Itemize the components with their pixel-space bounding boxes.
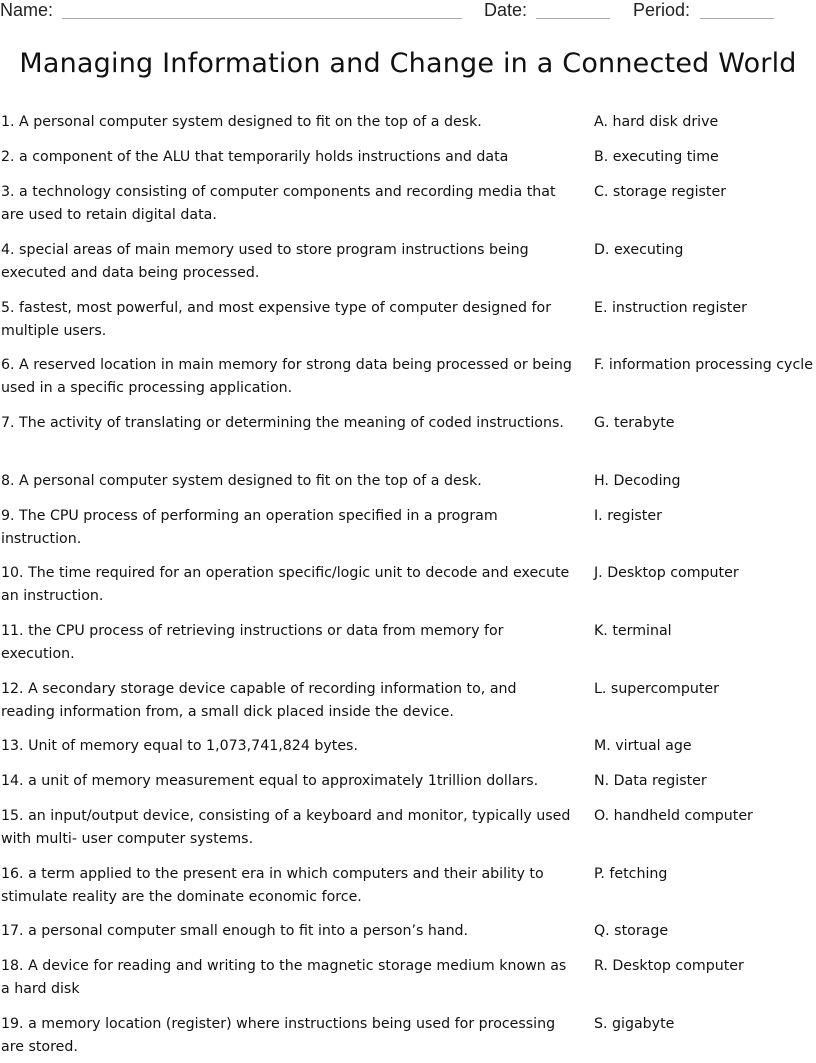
answer-choice: O. handheld computer (594, 808, 753, 824)
question-text: 1. A personal computer system designed to fit on the top of a desk. (1, 114, 482, 130)
question-text: 13. Unit of memory equal to 1,073,741,824 bytes. (1, 738, 358, 754)
name-label: Name: (0, 0, 54, 20)
question-text: 4. special areas of main memory used to store program instructions being executed and data being processed. (1, 242, 529, 281)
question-text: 14. a unit of memory measurement equal to approximately 1trillion dollars. (1, 773, 539, 789)
question-text: 19. a memory location (register) where instructions being used for processing are stored. (1, 1016, 556, 1055)
answer-choice: N. Data register (594, 773, 707, 789)
answer-choice: S. gigabyte (594, 1016, 675, 1032)
matching-row (0, 297, 816, 354)
question-text: 17. a personal computer small enough to fit into a person’s hand. (1, 923, 469, 939)
matching-row (0, 770, 816, 805)
date-field[interactable] (536, 18, 610, 19)
name-field[interactable] (62, 18, 462, 19)
answer-choice: R. Desktop computer (594, 958, 744, 974)
question-text: 15. an input/output device, consisting of a keyboard and monitor, typically used with multi- user computer systems. (1, 808, 571, 847)
answer-choice: F. information processing cycle (594, 357, 813, 373)
date-label: Date: (484, 0, 528, 20)
question-text: 3. a technology consisting of computer components and recording media that are used to retain digital data. (1, 184, 556, 223)
matching-row (0, 955, 816, 1013)
question-text: 7. The activity of translating or determining the meaning of coded instructions. (1, 415, 564, 431)
matching-row (0, 562, 816, 620)
answer-choice: G. terabyte (594, 415, 675, 431)
matching-row (0, 239, 816, 297)
question-text: 16. a term applied to the present era in which computers and their ability to stimulate reality are the dominate economic force. (1, 866, 544, 905)
answer-choice: Q. storage (594, 923, 669, 939)
matching-row (0, 735, 816, 770)
matching-row (0, 863, 816, 920)
question-text: 8. A personal computer system designed to fit on the top of a desk. (1, 473, 482, 489)
question-text: 18. A device for reading and writing to the magnetic storage medium known as a hard disk (1, 958, 567, 997)
period-label: Period: (633, 0, 691, 20)
matching-row (0, 412, 816, 470)
question-text: 10. The time required for an operation specific/logic unit to decode and execute an instruction. (1, 565, 570, 604)
answer-choice: M. virtual age (594, 738, 692, 754)
question-text: 12. A secondary storage device capable of recording information to, and reading information from, a small dick placed inside the device. (1, 681, 517, 720)
period-field[interactable] (700, 18, 774, 19)
matching-row (0, 470, 816, 505)
answer-choice: K. terminal (594, 623, 672, 639)
question-text: 9. The CPU process of performing an operation specified in a program instruction. (1, 508, 498, 547)
matching-row (0, 354, 816, 412)
matching-row (0, 146, 816, 181)
matching-row (0, 505, 816, 562)
answer-choice: B. executing time (594, 149, 719, 165)
answer-choice: C. storage register (594, 184, 727, 200)
matching-row (0, 678, 816, 735)
matching-row (0, 181, 816, 239)
worksheet-title: Managing Information and Change in a Connected World (19, 48, 797, 79)
matching-row (0, 805, 816, 863)
answer-choice: I. register (594, 508, 662, 524)
matching-row (0, 920, 816, 955)
answer-choice: H. Decoding (594, 473, 681, 489)
answer-choice: E. instruction register (594, 300, 747, 316)
matching-list (0, 111, 816, 1063)
answer-choice: D. executing (594, 242, 684, 258)
answer-choice: A. hard disk drive (594, 114, 719, 130)
worksheet-header (0, 0, 816, 22)
matching-row (0, 111, 816, 146)
answer-choice: J. Desktop computer (594, 565, 739, 581)
answer-choice: L. supercomputer (594, 681, 719, 697)
answer-choice: P. fetching (594, 866, 668, 882)
question-text: 5. fastest, most powerful, and most expensive type of computer designed for multiple users. (1, 300, 552, 339)
question-text: 6. A reserved location in main memory for strong data being processed or being used in a specific processing application. (1, 357, 572, 396)
question-text: 2. a component of the ALU that temporarily holds instructions and data (1, 149, 509, 165)
matching-row (0, 620, 816, 678)
question-text: 11. the CPU process of retrieving instructions or data from memory for execution. (1, 623, 504, 662)
